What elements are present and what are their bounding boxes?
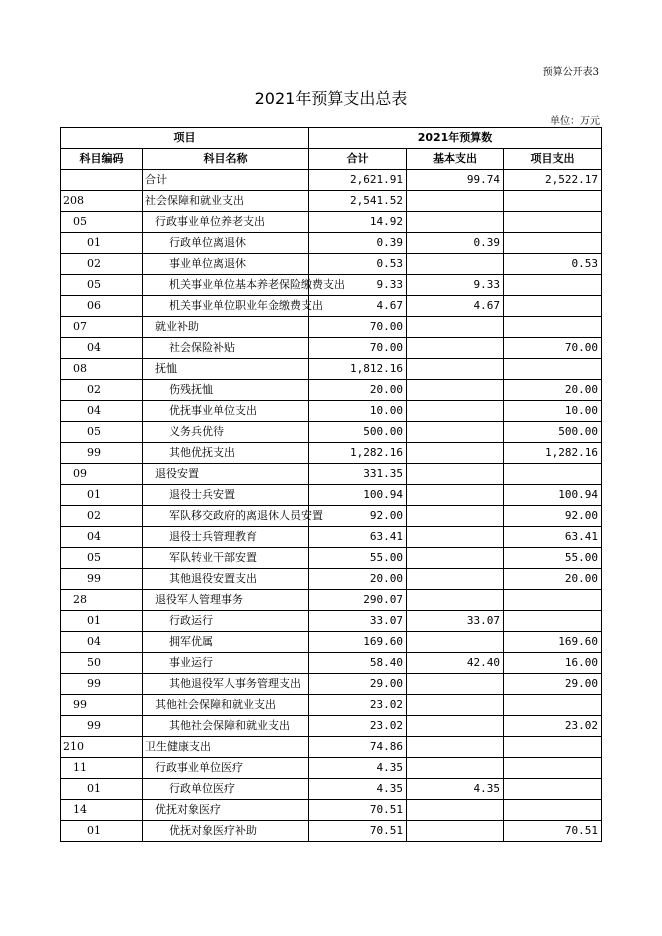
cell-basic [407, 443, 504, 464]
cell-basic [407, 800, 504, 821]
budget-table [60, 127, 602, 842]
cell-basic [407, 674, 504, 695]
cell-basic [407, 548, 504, 569]
cell-total: 1,282.16 [309, 443, 407, 464]
cell-item [504, 758, 602, 779]
table-row [61, 632, 602, 653]
cell-basic [407, 716, 504, 737]
table-row [61, 191, 602, 212]
cell-name: 行政单位医疗 [143, 779, 309, 800]
cell-name: 退役安置 [143, 464, 309, 485]
cell-total: 55.00 [309, 548, 407, 569]
cell-code: 14 [61, 800, 143, 821]
cell-code: 04 [61, 401, 143, 422]
header-item: 项目支出 [504, 149, 602, 170]
cell-basic: 99.74 [407, 170, 504, 191]
cell-name: 社会保障和就业支出 [143, 191, 309, 212]
cell-code: 50 [61, 653, 143, 674]
table-row [61, 611, 602, 632]
cell-item: 169.60 [504, 632, 602, 653]
cell-code: 05 [61, 275, 143, 296]
cell-basic: 9.33 [407, 275, 504, 296]
header-code: 科目编码 [61, 149, 143, 170]
cell-total: 10.00 [309, 401, 407, 422]
cell-name: 义务兵优待 [143, 422, 309, 443]
table-body [61, 170, 602, 842]
cell-basic [407, 254, 504, 275]
table-row [61, 548, 602, 569]
table-row [61, 359, 602, 380]
cell-code: 01 [61, 611, 143, 632]
table-row [61, 443, 602, 464]
cell-item [504, 779, 602, 800]
cell-total: 29.00 [309, 674, 407, 695]
cell-total: 2,541.52 [309, 191, 407, 212]
cell-total: 1,812.16 [309, 359, 407, 380]
cell-name: 行政单位离退休 [143, 233, 309, 254]
cell-total: 2,621.91 [309, 170, 407, 191]
cell-name: 伤残抚恤 [143, 380, 309, 401]
cell-code: 210 [61, 737, 143, 758]
table-row [61, 737, 602, 758]
cell-item: 0.53 [504, 254, 602, 275]
cell-code: 01 [61, 233, 143, 254]
cell-basic [407, 380, 504, 401]
cell-name: 退役军人管理事务 [143, 590, 309, 611]
cell-item: 100.94 [504, 485, 602, 506]
cell-code: 06 [61, 296, 143, 317]
cell-item: 10.00 [504, 401, 602, 422]
table-row [61, 170, 602, 191]
cell-name: 就业补助 [143, 317, 309, 338]
table-row [61, 821, 602, 842]
cell-item: 70.51 [504, 821, 602, 842]
cell-total: 331.35 [309, 464, 407, 485]
cell-code: 11 [61, 758, 143, 779]
cell-code: 04 [61, 632, 143, 653]
cell-name: 优抚对象医疗 [143, 800, 309, 821]
cell-basic [407, 338, 504, 359]
cell-total: 74.86 [309, 737, 407, 758]
cell-total: 20.00 [309, 569, 407, 590]
cell-item [504, 695, 602, 716]
cell-code: 99 [61, 716, 143, 737]
cell-name: 抚恤 [143, 359, 309, 380]
cell-total: 70.00 [309, 317, 407, 338]
cell-item [504, 590, 602, 611]
header-name: 科目名称 [143, 149, 309, 170]
cell-name: 事业单位离退休 [143, 254, 309, 275]
cell-item: 29.00 [504, 674, 602, 695]
cell-total: 63.41 [309, 527, 407, 548]
cell-basic [407, 590, 504, 611]
table-row [61, 485, 602, 506]
cell-basic [407, 212, 504, 233]
cell-basic [407, 485, 504, 506]
cell-code: 05 [61, 548, 143, 569]
cell-total: 290.07 [309, 590, 407, 611]
cell-basic [407, 569, 504, 590]
table-row [61, 758, 602, 779]
cell-name: 其他社会保障和就业支出 [143, 716, 309, 737]
cell-total: 0.53 [309, 254, 407, 275]
table-row [61, 695, 602, 716]
cell-code [61, 170, 143, 191]
cell-basic [407, 527, 504, 548]
cell-total: 70.51 [309, 821, 407, 842]
cell-code: 28 [61, 590, 143, 611]
table-row [61, 233, 602, 254]
table-row [61, 653, 602, 674]
cell-code: 01 [61, 485, 143, 506]
cell-code: 208 [61, 191, 143, 212]
cell-basic [407, 632, 504, 653]
cell-total: 4.35 [309, 758, 407, 779]
header-row-1 [61, 128, 602, 149]
cell-code: 02 [61, 380, 143, 401]
cell-basic: 4.67 [407, 296, 504, 317]
cell-code: 05 [61, 422, 143, 443]
table-row [61, 527, 602, 548]
cell-total: 23.02 [309, 695, 407, 716]
cell-total: 70.00 [309, 338, 407, 359]
cell-item: 500.00 [504, 422, 602, 443]
cell-code: 01 [61, 821, 143, 842]
cell-basic [407, 359, 504, 380]
cell-basic: 42.40 [407, 653, 504, 674]
cell-code: 02 [61, 506, 143, 527]
cell-total: 4.67 [309, 296, 407, 317]
cell-basic: 4.35 [407, 779, 504, 800]
cell-basic [407, 758, 504, 779]
table-row [61, 254, 602, 275]
cell-item [504, 317, 602, 338]
cell-total: 58.40 [309, 653, 407, 674]
cell-basic [407, 317, 504, 338]
cell-name: 拥军优属 [143, 632, 309, 653]
cell-item: 55.00 [504, 548, 602, 569]
cell-total: 169.60 [309, 632, 407, 653]
cell-item: 2,522.17 [504, 170, 602, 191]
cell-item [504, 464, 602, 485]
cell-name: 行政事业单位医疗 [143, 758, 309, 779]
cell-item [504, 191, 602, 212]
cell-code: 08 [61, 359, 143, 380]
cell-name: 优抚对象医疗补助 [143, 821, 309, 842]
cell-code: 99 [61, 674, 143, 695]
cell-name: 行政事业单位养老支出 [143, 212, 309, 233]
cell-total: 9.33 [309, 275, 407, 296]
cell-total: 33.07 [309, 611, 407, 632]
cell-name: 卫生健康支出 [143, 737, 309, 758]
table-row [61, 212, 602, 233]
table-row [61, 464, 602, 485]
cell-code: 02 [61, 254, 143, 275]
cell-code: 99 [61, 695, 143, 716]
table-row [61, 317, 602, 338]
table-row [61, 422, 602, 443]
cell-item: 1,282.16 [504, 443, 602, 464]
cell-basic: 33.07 [407, 611, 504, 632]
cell-basic [407, 695, 504, 716]
cell-name: 事业运行 [143, 653, 309, 674]
cell-total: 0.39 [309, 233, 407, 254]
table-row [61, 506, 602, 527]
cell-name: 合计 [143, 170, 309, 191]
cell-name: 机关事业单位职业年金缴费支出 [143, 296, 309, 317]
cell-code: 99 [61, 443, 143, 464]
table-row [61, 338, 602, 359]
header-project: 项目 [61, 128, 309, 149]
cell-name: 优抚事业单位支出 [143, 401, 309, 422]
cell-item: 20.00 [504, 569, 602, 590]
cell-code: 07 [61, 317, 143, 338]
cell-item: 92.00 [504, 506, 602, 527]
cell-item [504, 296, 602, 317]
cell-item [504, 212, 602, 233]
table-row [61, 590, 602, 611]
cell-item: 16.00 [504, 653, 602, 674]
cell-name: 其他优抚支出 [143, 443, 309, 464]
cell-item: 63.41 [504, 527, 602, 548]
header-basic: 基本支出 [407, 149, 504, 170]
cell-item [504, 275, 602, 296]
cell-total: 4.35 [309, 779, 407, 800]
table-row [61, 674, 602, 695]
form-number: 预算公开表3 [542, 67, 599, 78]
cell-basic [407, 191, 504, 212]
cell-code: 99 [61, 569, 143, 590]
cell-code: 05 [61, 212, 143, 233]
table-row [61, 800, 602, 821]
cell-name: 退役士兵安置 [143, 485, 309, 506]
cell-basic [407, 464, 504, 485]
cell-total: 14.92 [309, 212, 407, 233]
cell-total: 500.00 [309, 422, 407, 443]
cell-name: 军队转业干部安置 [143, 548, 309, 569]
header-total: 合计 [309, 149, 407, 170]
cell-item: 70.00 [504, 338, 602, 359]
cell-basic [407, 821, 504, 842]
cell-code: 04 [61, 338, 143, 359]
table-row [61, 401, 602, 422]
table-row [61, 569, 602, 590]
cell-name: 行政运行 [143, 611, 309, 632]
cell-item [504, 611, 602, 632]
cell-basic [407, 506, 504, 527]
cell-total: 20.00 [309, 380, 407, 401]
cell-basic [407, 401, 504, 422]
cell-name: 社会保险补贴 [143, 338, 309, 359]
table-row [61, 380, 602, 401]
cell-basic [407, 422, 504, 443]
cell-item [504, 737, 602, 758]
cell-code: 01 [61, 779, 143, 800]
unit-label: 单位：万元 [550, 116, 600, 127]
cell-basic [407, 737, 504, 758]
cell-item [504, 233, 602, 254]
cell-item: 20.00 [504, 380, 602, 401]
table-row [61, 716, 602, 737]
cell-code: 09 [61, 464, 143, 485]
cell-name: 其他社会保障和就业支出 [143, 695, 309, 716]
cell-total: 100.94 [309, 485, 407, 506]
cell-code: 04 [61, 527, 143, 548]
table-row [61, 275, 602, 296]
cell-item [504, 359, 602, 380]
cell-name: 机关事业单位基本养老保险缴费支出 [143, 275, 309, 296]
cell-name: 退役士兵管理教育 [143, 527, 309, 548]
cell-name: 军队移交政府的离退休人员安置 [143, 506, 309, 527]
cell-item [504, 800, 602, 821]
cell-basic: 0.39 [407, 233, 504, 254]
header-budget: 2021年预算数 [309, 128, 602, 149]
cell-total: 70.51 [309, 800, 407, 821]
table-row [61, 296, 602, 317]
cell-name: 其他退役军人事务管理支出 [143, 674, 309, 695]
cell-total: 92.00 [309, 506, 407, 527]
table-row [61, 779, 602, 800]
cell-item: 23.02 [504, 716, 602, 737]
cell-total: 23.02 [309, 716, 407, 737]
cell-name: 其他退役安置支出 [143, 569, 309, 590]
page-title: 2021年预算支出总表 [254, 89, 408, 108]
header-row-2 [61, 149, 602, 170]
